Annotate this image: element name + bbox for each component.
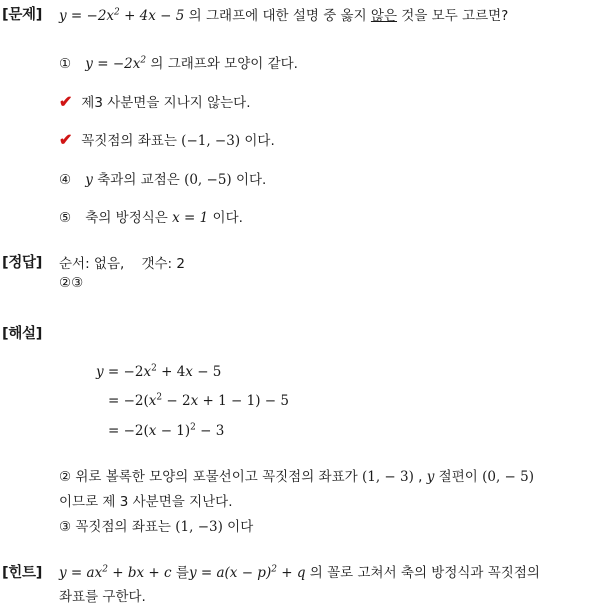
hint-t2: 의 꼴로 고쳐서 축의 방정식과 꼭짓점의 xyxy=(305,565,540,581)
option-4-math2: (0, −5) xyxy=(184,172,232,188)
question xyxy=(59,4,508,24)
solution-eq3: = $-2(x - 1)^2 - 3$ xyxy=(108,422,225,439)
solution-p1-pre: ② 위로 볼록한 모양의 포물선이고 꼭짓점의 좌표가 xyxy=(59,469,362,485)
option-3-text-pre: 꼭짓점의 좌표는 xyxy=(81,133,182,149)
question-pre: 의 그래프에 대한 설명 중 옳지 xyxy=(188,8,371,24)
solution-eq2: = $-2(x^2 - 2x + 1 - 1) - 5$ xyxy=(108,392,289,409)
solution-tag: [해설] xyxy=(2,326,43,342)
answer-line1: 순서: 없음, 갯수: 2 xyxy=(59,256,185,272)
solution-p1-m1: (1, − 3) xyxy=(361,469,414,485)
check-mark-icon: ✔ xyxy=(59,130,73,149)
option-3-math: (−1, −3) xyxy=(181,133,241,149)
solution-eq1: $y = -2x^2 + 4x - 5$ xyxy=(96,363,222,380)
option-3-text-post: 이다. xyxy=(240,133,275,149)
solution-p1 xyxy=(59,465,534,485)
solution-p1-m3: (0, − 5) xyxy=(482,469,535,485)
solution-p3-math: (1, −3) xyxy=(175,519,223,535)
solution-p3-pre: ③ 꼭짓점의 좌표는 xyxy=(59,519,176,535)
hint-line2: 좌표를 구한다. xyxy=(59,589,146,605)
option-4-text-post: 이다. xyxy=(231,172,267,188)
option-1 xyxy=(59,52,298,72)
question-post: 것을 모두 고르면? xyxy=(397,8,509,24)
problem-tag: [문제] xyxy=(2,7,43,23)
solution-p1-mid2: 절편이 xyxy=(434,469,483,485)
option-4-text-pre: 축과의 교점은 xyxy=(97,172,185,188)
solution-p3-post: 이다 xyxy=(222,519,254,535)
hint-math1: $y = ax^2$ + bx + c xyxy=(59,564,172,581)
question-underline: 않은 xyxy=(370,8,398,24)
answer-tag: [정답] xyxy=(2,255,43,271)
option-5-marker: ⑤ xyxy=(59,210,72,226)
solution-p2: 이므로 제 3 사분면을 지난다. xyxy=(59,494,233,510)
option-4-marker: ④ xyxy=(59,172,72,188)
option-1-text: 의 그래프와 모양이 같다. xyxy=(150,56,298,72)
hint-t1: 를 xyxy=(171,565,189,581)
option-5-text-post: 이다. xyxy=(208,210,243,226)
option-1-marker: ① xyxy=(59,56,72,72)
option-2-text: 제3 사분면을 지나지 않는다. xyxy=(81,95,251,111)
question-math: $y = -2x^2 + 4x - 5$ xyxy=(59,7,185,24)
solution-p3 xyxy=(59,515,253,535)
hint-tag: [힌트] xyxy=(2,565,43,581)
option-1-math: $y = -2x^2$ xyxy=(85,55,147,72)
solution-p1-m2: y xyxy=(426,469,435,485)
check-mark-icon: ✔ xyxy=(59,92,73,111)
hint-line1 xyxy=(59,561,540,581)
option-5 xyxy=(59,206,243,226)
solution-p1-mid: , xyxy=(413,469,427,485)
hint-math2: $y = a(x - p)^2 + q$ xyxy=(188,564,306,581)
option-2 xyxy=(59,91,251,111)
option-5-text-pre: 축의 방정식은 xyxy=(85,210,173,226)
option-4 xyxy=(59,168,266,188)
answer-line2: ②③ xyxy=(59,275,84,291)
option-3 xyxy=(59,129,275,149)
option-5-math: x = 1 xyxy=(172,210,209,226)
option-4-math: y xyxy=(85,172,93,188)
